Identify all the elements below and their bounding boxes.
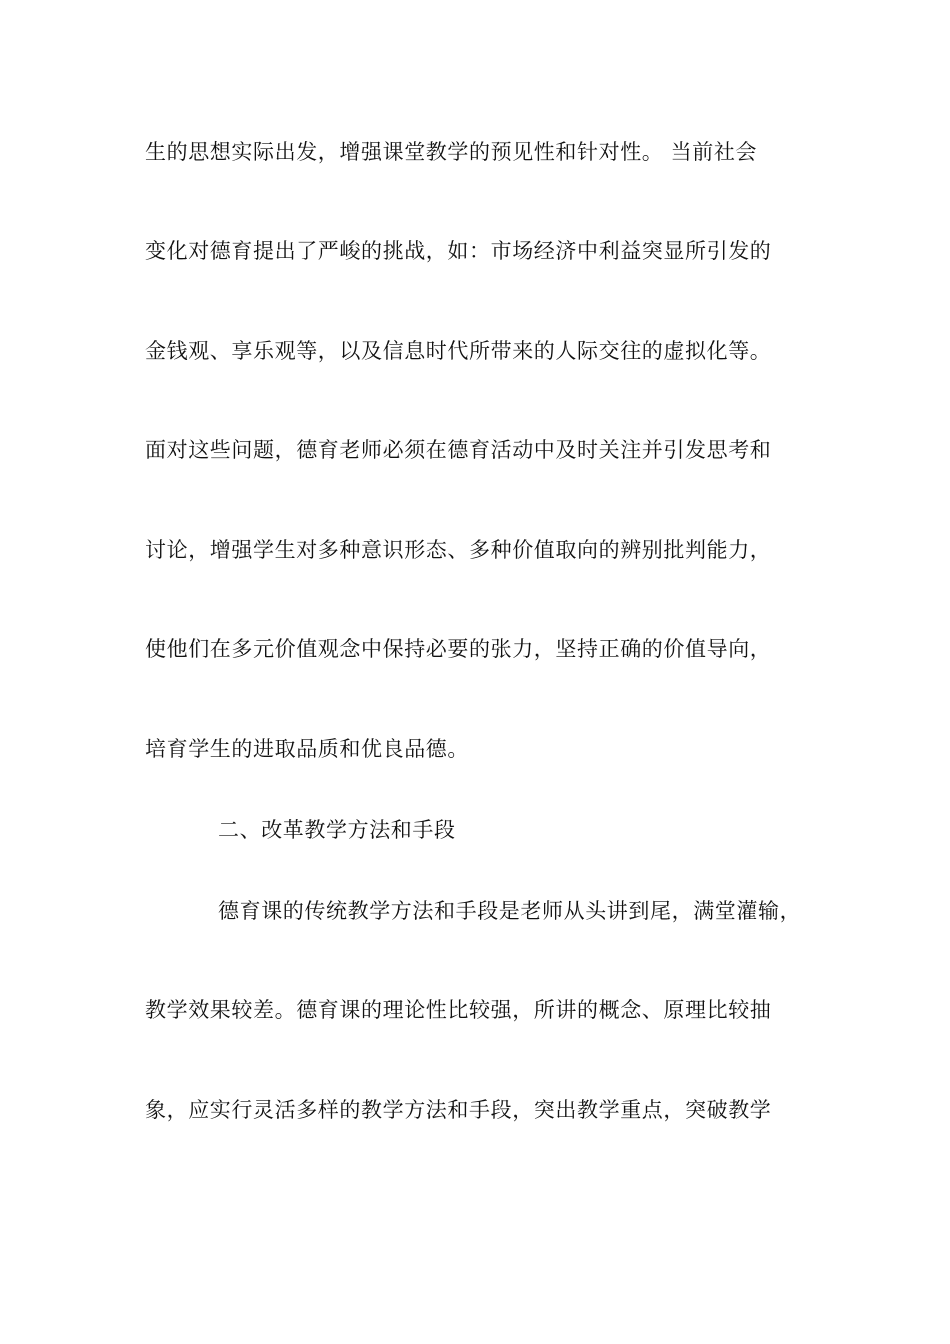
text-line-2: 变化对德育提出了严峻的挑战，如：市场经济中利益突显所引发的 bbox=[145, 239, 772, 263]
text-line-3: 金钱观、享乐观等，以及信息时代所带来的人际交往的虚拟化等。 bbox=[145, 339, 772, 363]
text-line-7: 培育学生的进取品质和优良品德。 bbox=[145, 737, 469, 761]
text-line-1: 生的思想实际出发，增强课堂教学的预见性和针对性。 当前社会 bbox=[145, 140, 758, 164]
text-line-10: 教学效果较差。德育课的理论性比较强，所讲的概念、原理比较抽 bbox=[145, 998, 772, 1022]
section-heading: 二、改革教学方法和手段 bbox=[218, 818, 456, 842]
text-line-5: 讨论，增强学生对多种意识形态、多种价值取向的辨别批判能力， bbox=[145, 538, 772, 562]
text-line-9: 德育课的传统教学方法和手段是老师从头讲到尾，满堂灌输， bbox=[218, 899, 802, 923]
text-line-4: 面对这些问题，德育老师必须在德育活动中及时关注并引发思考和 bbox=[145, 438, 772, 462]
text-line-11: 象，应实行灵活多样的教学方法和手段，突出教学重点，突破教学 bbox=[145, 1098, 772, 1122]
text-line-6: 使他们在多元价值观念中保持必要的张力，坚持正确的价值导向， bbox=[145, 637, 772, 661]
